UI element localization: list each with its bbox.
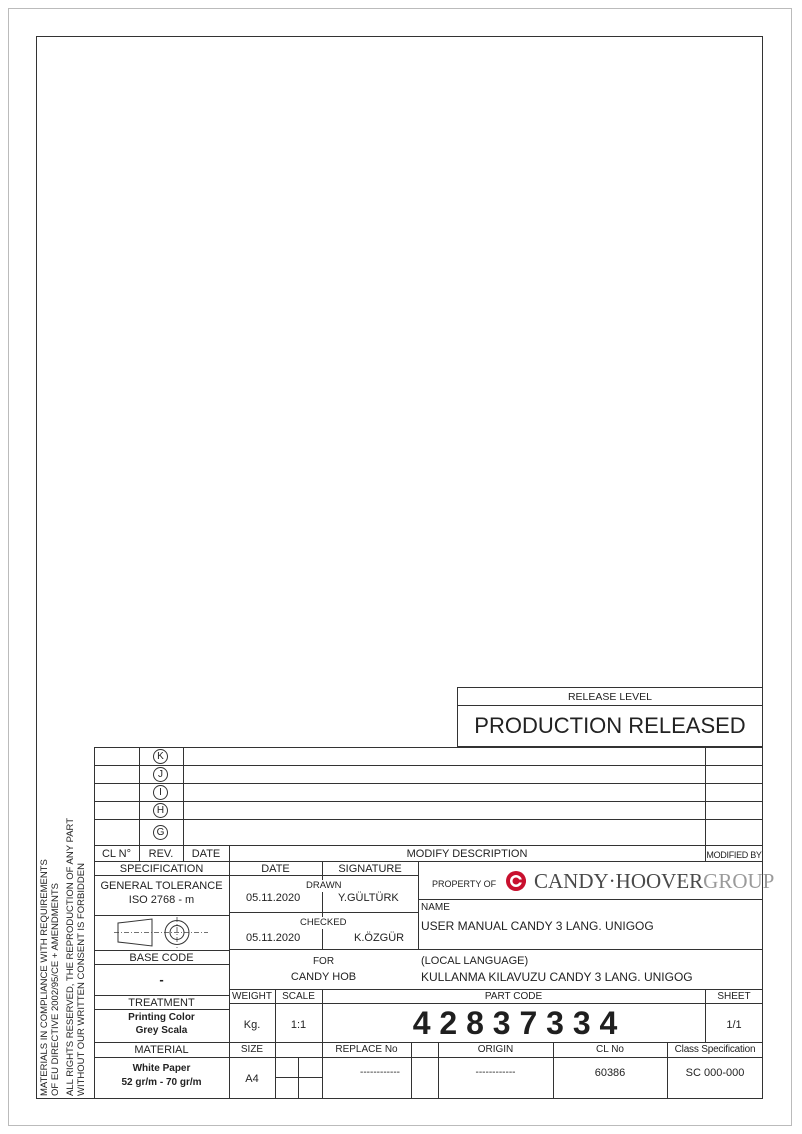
revision-letter: J [153,767,168,782]
general-tolerance-label: GENERAL TOLERANCE [100,880,223,892]
treatment-label: TREATMENT [128,997,195,1009]
modify-description-header: MODIFY DESCRIPTION [406,848,528,860]
weight-value: Kg. [243,1019,261,1031]
release-level-value: PRODUCTION RELEASED [474,713,746,738]
revision-letter: I [153,785,168,800]
general-tolerance-value: ISO 2768 - m [128,894,195,906]
class-specification-value: SC 000-000 [685,1067,745,1079]
company-name [534,869,774,893]
checked-date: 05.11.2020 [246,932,301,944]
sheet-label: SHEET [717,991,751,1002]
scale-value: 1:1 [290,1019,307,1031]
name-label: NAME [421,902,450,913]
scale-label: SCALE [282,991,315,1002]
property-of-label: PROPERTY OF [432,879,497,889]
cl-no-value: 60386 [594,1067,626,1079]
treatment-value-1: Printing Color [128,1012,195,1023]
origin-value: ------------ [475,1067,516,1078]
drawn-label: DRAWN [306,880,342,891]
drawn-date: 05.11.2020 [246,892,301,904]
checked-name: K.ÖZGÜR [354,932,405,944]
modified-by-header: MODIFIED BY [706,850,762,860]
size-label: SIZE [240,1044,264,1055]
local-language-value: KULLANMA KILAVUZU CANDY 3 LANG. UNIGOG [421,970,693,984]
for-value: CANDY HOB [290,971,357,983]
company-name-main: CANDY·HOOVER [534,869,704,893]
part-code-label: PART CODE [484,991,543,1002]
specification-label: SPECIFICATION [119,863,204,875]
name-value: USER MANUAL CANDY 3 LANG. UNIGOG [421,919,654,933]
treatment-value-2: Grey Scala [135,1025,188,1036]
base-code-value: - [159,972,164,987]
class-specification-label: Class Specification [674,1044,756,1055]
base-code-label: BASE CODE [129,952,194,964]
signature-label: SIGNATURE [338,863,402,875]
material-value-1: White Paper [132,1063,191,1074]
sheet-value: 1/1 [726,1019,742,1031]
date-header: DATE [191,848,221,860]
rev-header: REV. [148,848,174,860]
part-code-value: 4 2 8 3 7 3 3 4 [412,1005,618,1041]
replace-no-label: REPLACE No [335,1044,398,1055]
checked-label: CHECKED [300,917,347,928]
side-note-line: OF EU DIRECTIVE 2002/95/CE + AMENDMENTS [50,882,61,1096]
side-note-line: ALL RIGHTS RESERVED, THE REPRODUCTION OF ANY PART [65,817,76,1096]
weight-label: WEIGHT [232,991,272,1002]
for-label: FOR [312,956,335,967]
origin-label: ORIGIN [477,1044,514,1055]
projection-symbol-icon [96,916,227,949]
candy-hoover-logo-icon [505,870,527,892]
revision-letter: H [153,803,168,818]
drawn-name: Y.GÜLTÜRK [338,892,399,904]
local-language-label: (LOCAL LANGUAGE) [421,955,529,967]
company-name-group: GROUP [703,869,775,893]
cl-no-header: CL N° [101,848,132,860]
sign-date-label: DATE [261,863,290,875]
side-note-line: MATERIALS IN COMPLIANCE WITH REQUIREMENTS [39,859,50,1096]
material-value-2: 52 gr/m - 70 gr/m [121,1077,202,1088]
revision-letter: G [153,825,168,840]
side-note-line: WITHOUT OUR WRITTEN CONSENT IS FORBIDDEN [76,863,87,1096]
release-level-label: RELEASE LEVEL [567,691,653,703]
revision-letter: K [153,749,168,764]
replace-no-value: ------------ [360,1067,400,1078]
material-label: MATERIAL [134,1044,189,1056]
cl-no-label: CL No [596,1044,624,1055]
size-value: A4 [245,1073,259,1085]
